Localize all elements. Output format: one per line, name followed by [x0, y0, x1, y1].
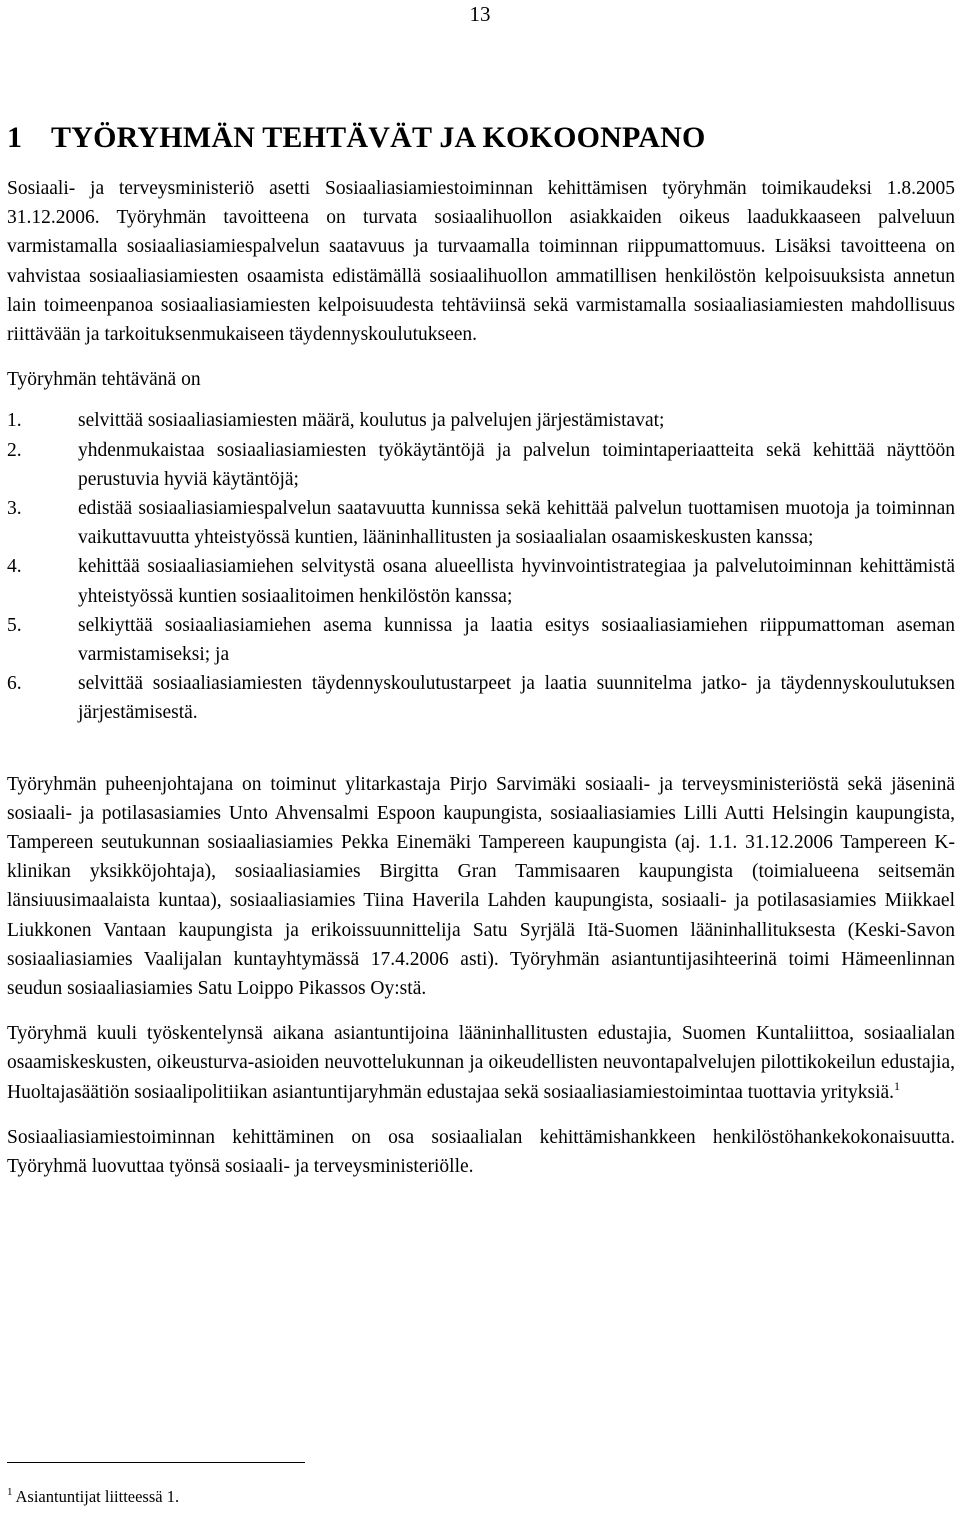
document-body [7, 118, 955, 1181]
list-item-text: kehittää sosiaaliasiamiehen selvitystä osana alueellista hyvinvointistrategiaa ja palvelutoiminnan kehittämistä yhteistyössä kuntien sosiaalitoimen henkilöstön kanssa; [78, 556, 955, 607]
tasks-intro: Työryhmän tehtävänä on [7, 369, 201, 391]
list-item [7, 494, 955, 552]
list-item-text: edistää sosiaaliasiamiespalvelun saatavuutta kunnissa sekä kehittää palvelun tuottamisen muotoja ja toiminnan vaikuttavuutta yhteistyössä kuntien, lääninhallitusten ja sosiaalialan osaamiskeskusten kanssa; [78, 498, 955, 549]
paragraph-experts [7, 1019, 955, 1107]
paragraph-purpose: Sosiaali- ja terveysministeriö asetti Sosiaaliasiamiestoiminnan kehittämisen työryhmän toimikaudeksi 1.8.2005 31.12.2006. Työryhmän tavoitteena on turvata sosiaalihuollon asiakkaiden oikeus laadukkaaseen palveluun varmistamalla sosiaaliasiamiespalvelun saatavuus ja turvaamalla toiminnan riippumattomuus. Lisäksi tavoitteena on vahvistaa sosiaaliasiamiesten osaamista edistämällä sosiaalihuollon ammatillisen henkilöstön kelpoisuuksista annetun lain toimeenpanoa sosiaaliasiamiesten kelpoisuudesta tehtäviinsä sekä varmistamalla sosiaaliasiamiesten mahdollisuus riittävään ja tarkoituksenmukaiseen täydennyskoulutukseen. [7, 178, 955, 346]
page-number: 13 [469, 2, 491, 26]
list-item [7, 406, 955, 435]
footnote-separator [7, 1462, 305, 1463]
list-marker: 2. [7, 439, 22, 461]
paragraph-project: Sosiaaliasiamiestoiminnan kehittäminen on osa sosiaalialan kehittämishankkeen henkilöstöhankekokonaisuutta. Työryhmä luovuttaa työnsä sosiaali- ja terveysministeriölle. [7, 1126, 955, 1178]
list-item-text: yhdenmukaistaa sosiaaliasiamiesten työkäytäntöjä ja palvelun toimintaperiaatteita sekä kehittää näyttöön perustuvia hyviä käytäntöjä; [78, 439, 955, 490]
footnote-reference[interactable]: 1 [894, 1078, 901, 1093]
list-item [7, 552, 955, 610]
list-item [7, 611, 955, 669]
list-marker: 6. [7, 673, 22, 695]
list-item [7, 669, 955, 727]
task-list [7, 406, 955, 727]
list-marker: 4. [7, 556, 22, 578]
list-marker: 3. [7, 498, 22, 520]
list-item-text: selkiyttää sosiaaliasiamiehen asema kunnissa ja laatia esitys sosiaaliasiamiehen riippumattoman aseman varmistamiseksi; ja [78, 614, 955, 666]
paragraph-experts-text: Työryhmä kuuli työskentelynsä aikana asiantuntijoina lääninhallitusten edustajia, Suomen Kuntaliittoa, sosiaalialan osaamiskeskusten, oikeusturva-asioiden neuvottelukunnan ja oikeudellisten neuvontapalvelujen pilottikokeilun edustajia, Huoltajasäätiön sosiaalipolitiikan asiantuntijaryhmän edustajaa sekä sosiaaliasiamiestoimintaa tuottavia yrityksiä. [7, 1023, 955, 1103]
footnote-text: Asiantuntijat liitteessä 1. [15, 1487, 180, 1506]
list-marker: 1. [7, 410, 22, 432]
list-marker: 5. [7, 614, 22, 636]
footnote [7, 1486, 179, 1508]
paragraph-members: Työryhmän puheenjohtajana on toiminut ylitarkastaja Pirjo Sarvimäki sosiaali- ja terveysministeriöstä sekä jäseninä sosiaali- ja potilasasiamies Unto Ahvensalmi Espoon kaupungista, sosiaaliasiamies Lilli Autti Helsingin kaupungista, Tampereen seutukunnan sosiaaliasiamies Pekka Einemäki Tampereen kaupungista (aj. 1.1. 31.12.2006 Tampereen K-klinikan yksikköjohtaja), sosiaaliasiamies Birgitta Gran Tammisaaren kaupungista (toimialueena seitsemän länsiuusimaalaista kuntaa), sosiaaliasiamies Tiina Haverila Lahden kaupungista, sosiaali- ja potilasasiamies Miikkael Liukkonen Vantaan kaupungista ja erikoissuunnittelija Satu Syrjälä Itä-Suomen lääninhallituksesta (Keski-Savon sosiaaliasiamies Vaalijalan kuntayhtymässä 17.4.2006 asti). Työryhmän asiantuntijasihteerinä toimi Hämeenlinnan seudun sosiaaliasiamies Satu Loippo Pikassos Oy:stä. [7, 773, 955, 1000]
list-item-text: selvittää sosiaaliasiamiesten täydennyskoulutustarpeet ja laatia suunnitelma jatko- ja täydennyskoulutuksen järjestämisestä. [78, 673, 955, 724]
list-item-text: selvittää sosiaaliasiamiesten määrä, koulutus ja palvelujen järjestämistavat; [78, 410, 665, 432]
chapter-title: TYÖRYHMÄN TEHTÄVÄT JA KOKOONPANO [51, 121, 706, 154]
list-item [7, 436, 955, 494]
footnote-marker: 1 [7, 1486, 13, 1498]
chapter-number: 1 [7, 121, 23, 154]
chapter-heading [7, 118, 955, 158]
